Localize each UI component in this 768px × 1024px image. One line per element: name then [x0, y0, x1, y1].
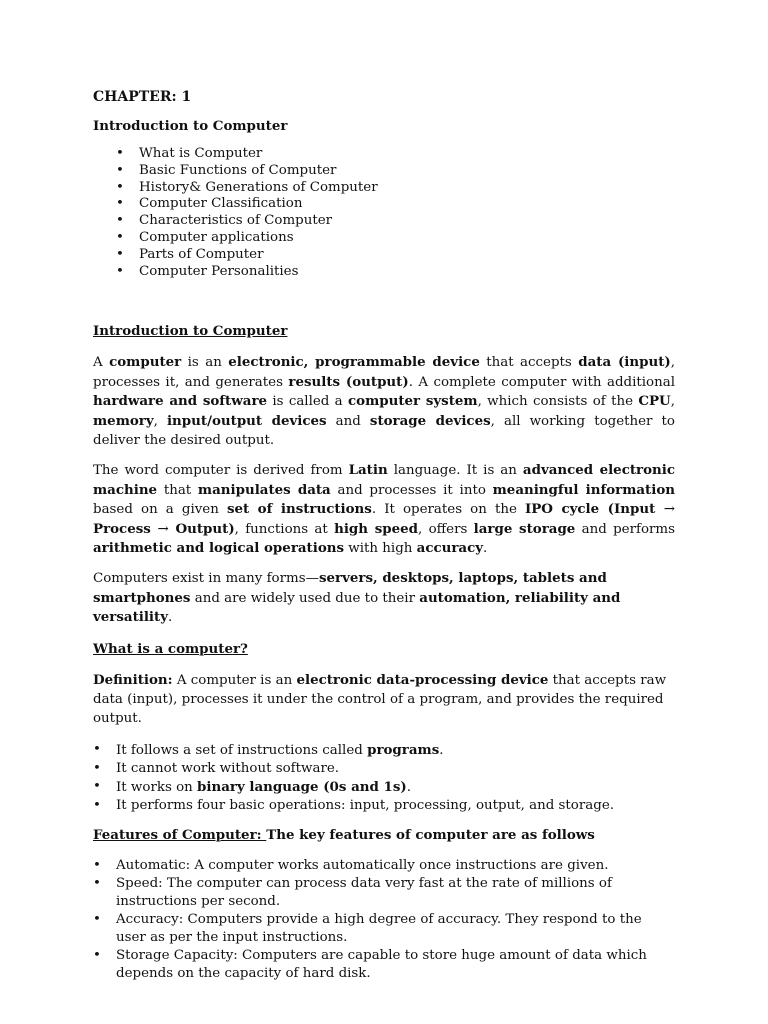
toc-item: • Computer applications: [116, 230, 675, 247]
features-heading: Features of Computer: The key features of computer are as follows: [93, 826, 595, 843]
list-item: • Speed: The computer can process data very fast at the rate of millions of instructions per second.: [93, 875, 675, 911]
list-item: • Accuracy: Computers provide a high degree of accuracy. They respond to the user as per the input instructions.: [93, 911, 675, 947]
intro-title: Introduction to Computer: [93, 118, 288, 134]
toc-item: • Basic Functions of Computer: [116, 163, 675, 180]
list-item: • It performs four basic operations: input, processing, output, and storage.: [93, 797, 675, 815]
arrow-icon: →: [157, 521, 169, 537]
features-list: [93, 857, 675, 983]
section-heading-what-is-computer: What is a computer?: [93, 640, 248, 657]
intro-paragraph-3: Computers exist in many forms—servers, desktops, laptops, tablets and smartphones and are widely used due to their automation, reliability and versatility.: [93, 570, 621, 626]
section-heading-introduction: Introduction to Computer: [93, 323, 288, 340]
definition-bullets: [93, 741, 675, 815]
intro-paragraph-2: The word computer is derived from Latin language. It is an advanced electronic machine that manipulates data and processes it into meaningful information based on a given set of instructions. It operates on the IPO cycle (Input → Process → Output), functions at high speed, offers large storage and performs arithmetic and logical operations with high accuracy.: [93, 462, 676, 557]
toc-item: • Computer Classification: [116, 196, 675, 213]
toc-item: • Parts of Computer: [116, 247, 675, 264]
list-item: • It follows a set of instructions called programs.: [93, 741, 675, 760]
definition-paragraph: Definition: A computer is an electronic data-processing device that accepts raw data (input), processes it under the control of a program, and provides the required output.: [93, 671, 667, 727]
list-item: • It cannot work without software.: [93, 760, 675, 778]
list-item: • It works on binary language (0s and 1s).: [93, 778, 675, 797]
arrow-icon: →: [663, 502, 676, 518]
toc-item: • History& Generations of Computer: [116, 180, 675, 197]
intro-paragraph-1: A computer is an electronic, programmable device that accepts data (input), processes it, and generates results (output). A complete computer with additional hardware and software is called a computer system, which consists of the CPU, memory, input/output devices and storage devices, all working together to deliver the desired output.: [93, 354, 675, 448]
list-item: • Automatic: A computer works automatically once instructions are given.: [93, 857, 675, 875]
toc-list: [116, 146, 675, 280]
toc-item: • Characteristics of Computer: [116, 213, 675, 230]
chapter-label: CHAPTER: 1: [93, 89, 192, 105]
toc-item: • What is Computer: [116, 146, 675, 163]
list-item: • Storage Capacity: Computers are capable to store huge amount of data which depends on the capacity of hard disk.: [93, 947, 675, 983]
toc-item: • Computer Personalities: [116, 264, 675, 281]
